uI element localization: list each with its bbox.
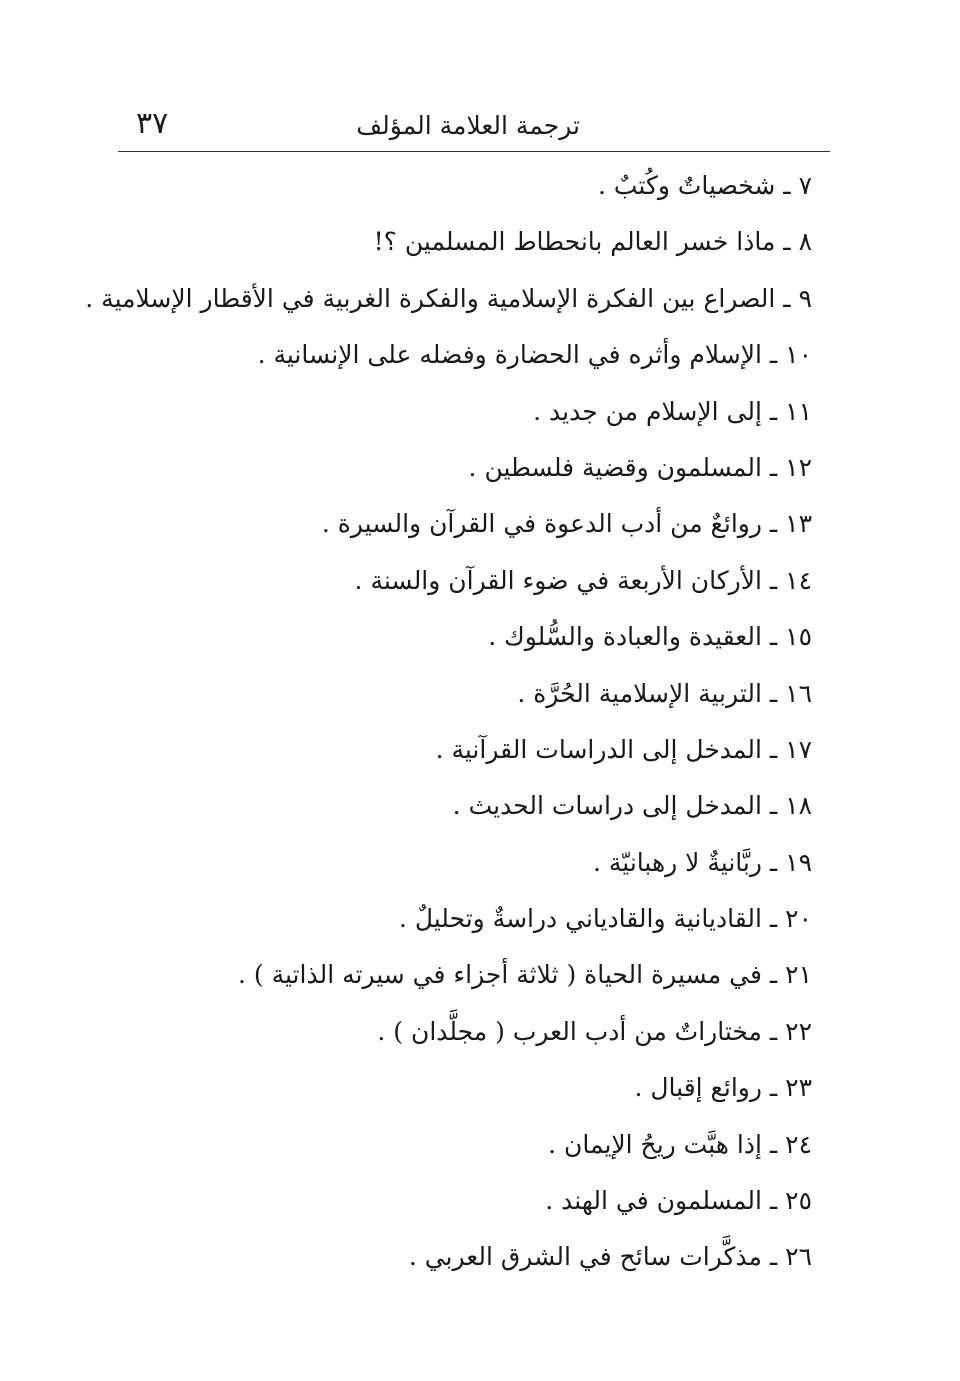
running-header bbox=[118, 104, 830, 148]
list-item: ٢٤ ـ إذا هبَّت ريحُ الإيمان . bbox=[548, 1129, 812, 1159]
header-rule bbox=[118, 151, 830, 152]
running-header-title: ترجمة العلامة المؤلف bbox=[356, 111, 580, 140]
list-item: ٨ ـ ماذا خسر العالم بانحطاط المسلمين ؟! bbox=[373, 227, 812, 257]
list-item: ١٤ ـ الأركان الأربعة في ضوء القرآن والسنة . bbox=[354, 565, 812, 595]
list-item: ١٦ ـ التربية الإسلامية الحُرَّة . bbox=[517, 678, 812, 708]
list-item: ٢٣ ـ روائع إقبال . bbox=[634, 1073, 812, 1103]
list-item: ٢٢ ـ مختاراتٌ من أدب العرب ( مجلَّدان ) . bbox=[377, 1016, 812, 1046]
book-list bbox=[85, 158, 812, 1286]
list-item: ١٢ ـ المسلمون وقضية فلسطين . bbox=[468, 452, 812, 482]
list-item: ٢١ ـ في مسيرة الحياة ( ثلاثة أجزاء في سيرته الذاتية ) . bbox=[238, 960, 812, 990]
list-item: ٩ ـ الصراع بين الفكرة الإسلامية والفكرة الغربية في الأقطار الإسلامية . bbox=[85, 283, 812, 313]
list-item: ٢٦ ـ مذكَّرات سائح في الشرق العربي . bbox=[408, 1242, 812, 1272]
list-item: ١٥ ـ العقيدة والعبادة والسُّلوك . bbox=[488, 622, 812, 652]
list-item: ٢٥ ـ المسلمون في الهند . bbox=[545, 1186, 812, 1216]
list-item: ١٨ ـ المدخل إلى دراسات الحديث . bbox=[452, 791, 812, 821]
page-number: ٣٧ bbox=[136, 106, 169, 141]
list-item: ٢٠ ـ القاديانية والقادياني دراسةٌ وتحليلٌ . bbox=[398, 904, 812, 934]
list-item: ١٧ ـ المدخل إلى الدراسات القرآنية . bbox=[435, 734, 812, 764]
list-item: ١٩ ـ ربَّانيةٌ لا رهبانيّة . bbox=[593, 847, 812, 877]
list-item: ٧ ـ شخصياتٌ وكُتبٌ . bbox=[597, 171, 812, 200]
list-item: ١١ ـ إلى الإسلام من جديد . bbox=[533, 396, 812, 426]
list-item: ١٠ ـ الإسلام وأثره في الحضارة وفضله على الإنسانية . bbox=[257, 340, 812, 370]
list-item: ١٣ ـ روائعٌ من أدب الدعوة في القرآن والسيرة . bbox=[321, 509, 812, 539]
